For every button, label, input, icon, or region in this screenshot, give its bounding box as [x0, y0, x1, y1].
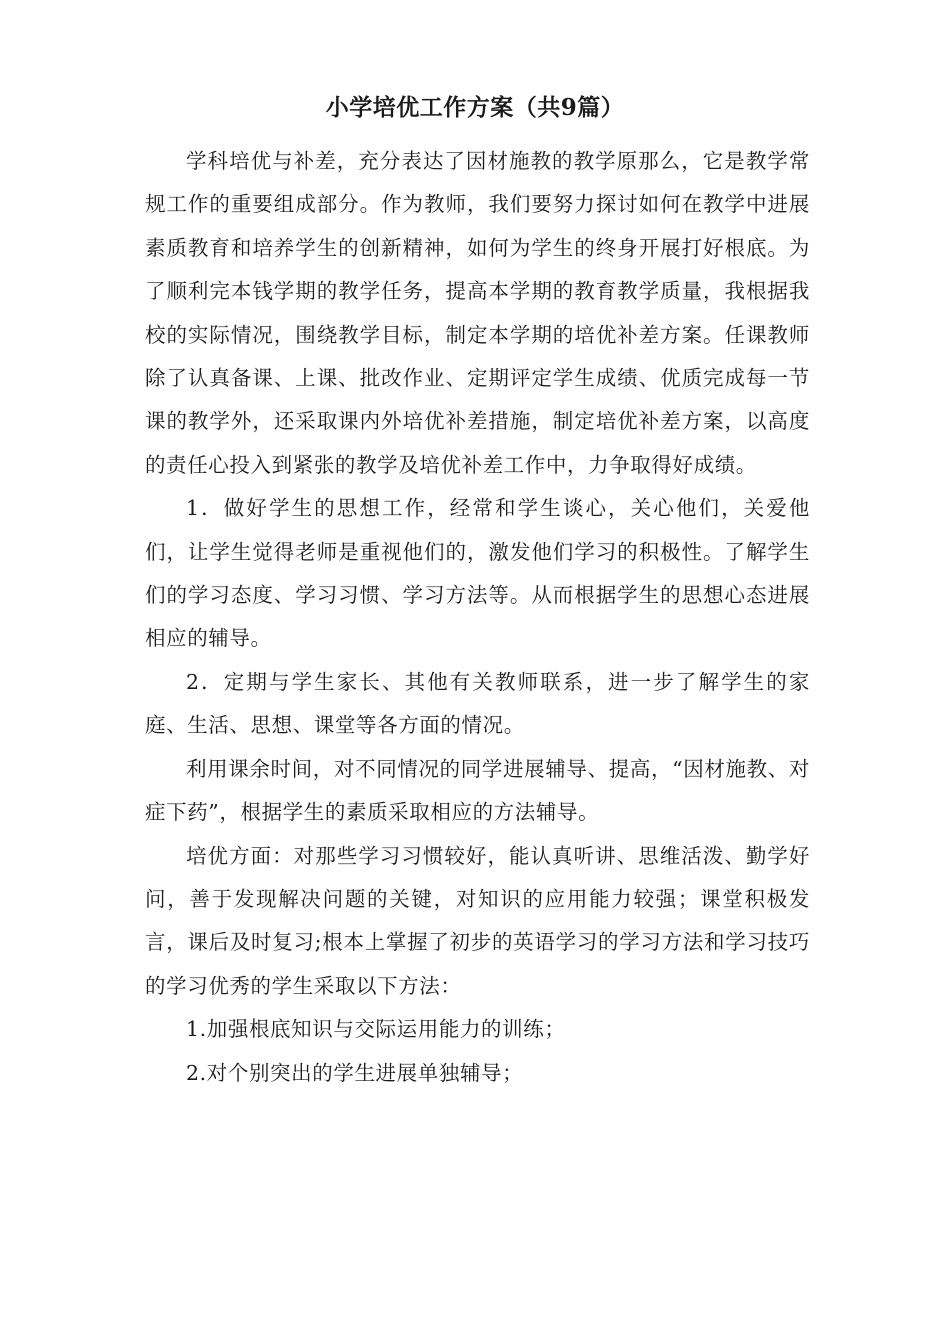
- paragraph-method-1: 1.加强根底知识与交际运用能力的训练；: [186, 1017, 566, 1042]
- paragraph-item-1: 1．做好学生的思想工作，经常和学生谈心，关心他们，关爱他们，让学生觉得老师是重视他们的，激发他们学习的积极性。了解学生们的学习态度、学习习惯、学习方法等。从而根据学生的思想心态进展相应的辅导。: [145, 496, 810, 651]
- paragraph-method-2: 2.对个别突出的学生进展单独辅导；: [186, 1060, 524, 1085]
- document-body: [145, 140, 810, 1095]
- document-title: 小学培优工作方案（共9篇）: [325, 94, 625, 121]
- paragraph-advanced-students: 培优方面：对那些学习习惯较好，能认真听讲、思维活泼、勤学好问，善于发现解决问题的关键，对知识的应用能力较强；课堂积极发言，课后及时复习;根本上掌握了初步的英语学习的学习方法和学习技巧的学习优秀的学生采取以下方法：: [145, 843, 810, 998]
- paragraph-item-2: 2．定期与学生家长、其他有关教师联系，进一步了解学生的家庭、生活、思想、课堂等各方面的情况。: [145, 669, 810, 738]
- paragraph-intro: 学科培优与补差，充分表达了因材施教的教学原那么，它是教学常规工作的重要组成部分。作为教师，我们要努力探讨如何在教学中进展素质教育和培养学生的创新精神，如何为学生的终身开展打好根底。为了顺利完本钱学期的教学任务，提高本学期的教育教学质量，我根据我校的实际情况，围绕教学目标，制定本学期的培优补差方案。任课教师除了认真备课、上课、批改作业、定期评定学生成绩、优质完成每一节课的教学外，还采取课内外培优补差措施，制定培优补差方案，以高度的责任心投入到紧张的教学及培优补差工作中，力争取得好成绩。: [145, 149, 810, 477]
- paragraph-extra-tutoring: 利用课余时间，对不同情况的同学进展辅导、提高，“因材施教、对症下药”，根据学生的素质采取相应的方法辅导。: [145, 756, 810, 825]
